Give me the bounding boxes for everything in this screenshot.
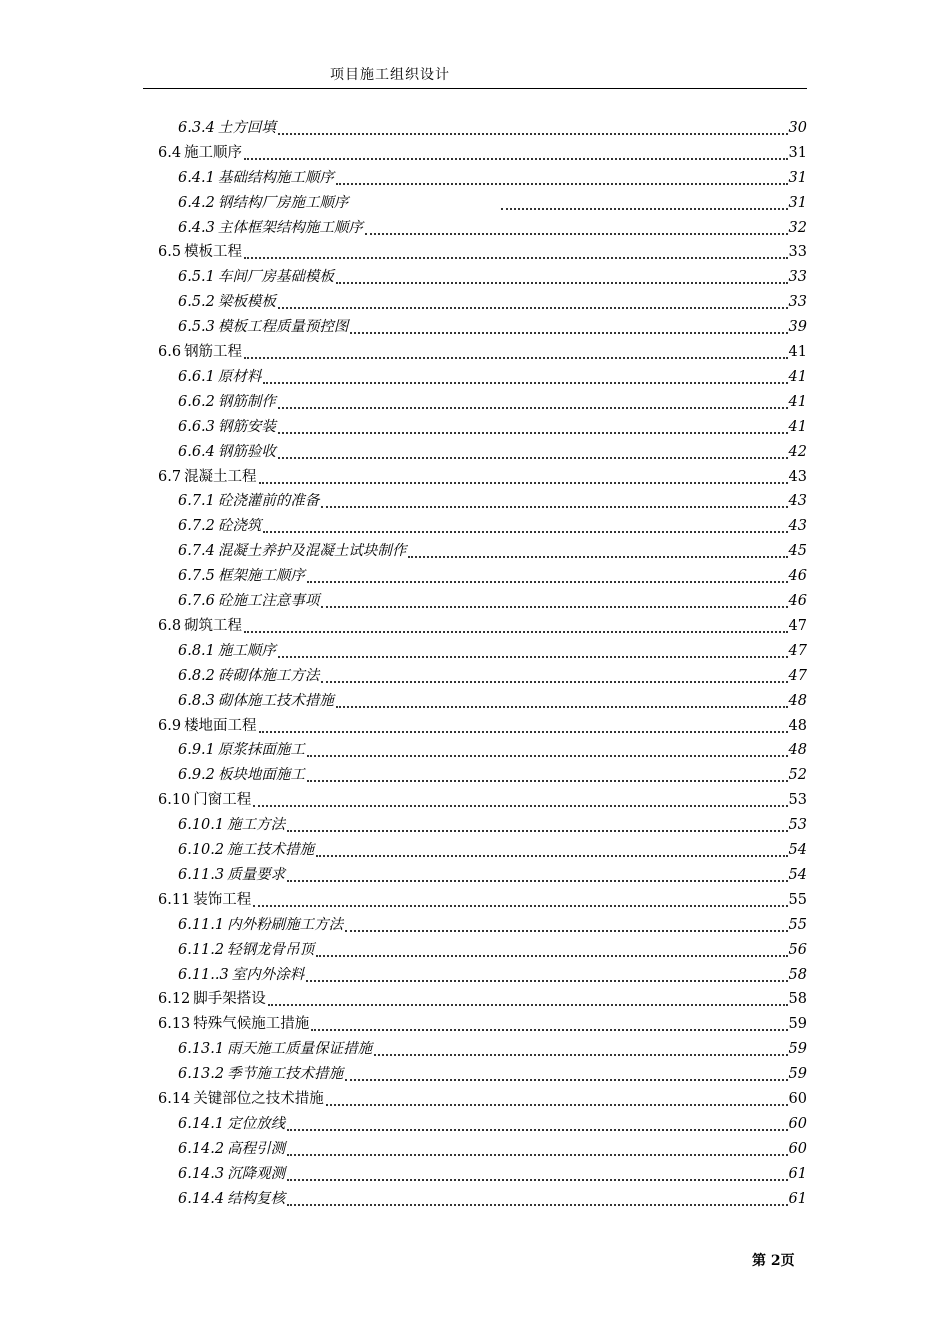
toc-entry-title: 土方回填 xyxy=(217,119,276,136)
toc-dot-leader xyxy=(501,192,787,210)
toc-entry[interactable] xyxy=(178,836,807,861)
toc-dot-leader xyxy=(321,491,787,509)
toc-entry-title: 钢结构厂房施工顺序 xyxy=(217,194,349,211)
toc-entry-title: 钢筋工程 xyxy=(184,344,243,361)
toc-entry-number: 6.4 xyxy=(158,144,182,161)
toc-entry[interactable] xyxy=(158,986,807,1011)
toc-entry-page: 33 xyxy=(788,269,807,286)
toc-dot-leader xyxy=(311,1013,787,1031)
toc-entry-number: 6.11.2 xyxy=(178,941,225,958)
toc-entry[interactable] xyxy=(158,886,807,911)
toc-dot-leader xyxy=(263,515,787,533)
toc-entry-title: 模板工程 xyxy=(184,244,243,261)
toc-entry-page: 41 xyxy=(788,368,807,385)
toc-entry-number: 6.7.6 xyxy=(178,593,215,610)
toc-entry[interactable] xyxy=(178,1035,807,1060)
toc-entry-page: 60 xyxy=(788,1140,807,1157)
toc-entry-page: 42 xyxy=(788,443,807,460)
toc-entry[interactable] xyxy=(178,363,807,388)
toc-entry-page: 41 xyxy=(788,344,807,361)
toc-entry-page: 59 xyxy=(788,1041,807,1058)
toc-entry[interactable] xyxy=(178,214,807,239)
toc-entry-number: 6.9.2 xyxy=(178,767,215,784)
toc-entry-page: 48 xyxy=(788,717,807,734)
toc-entry-number: 6.8.3 xyxy=(178,692,215,709)
toc-dot-leader xyxy=(278,291,788,309)
toc-entry-title: 砼浇筑 xyxy=(217,518,262,535)
toc-entry-number: 6.11.3 xyxy=(178,866,225,883)
toc-entry-title: 砼浇灌前的准备 xyxy=(217,493,320,510)
toc-entry-number: 6.14.1 xyxy=(178,1115,225,1132)
toc-entry[interactable] xyxy=(178,388,807,413)
toc-entry-page: 60 xyxy=(788,1091,807,1108)
toc-entry-number: 6.5.2 xyxy=(178,294,215,311)
toc-dot-leader xyxy=(307,740,788,758)
toc-entry-title: 楼地面工程 xyxy=(184,717,257,734)
toc-entry-title: 施工顺序 xyxy=(217,642,276,659)
toc-dot-leader xyxy=(316,839,787,857)
toc-entry-title: 脚手架搭设 xyxy=(193,991,266,1008)
toc-entry[interactable] xyxy=(178,413,807,438)
toc-dot-leader xyxy=(336,266,788,284)
toc-entry[interactable] xyxy=(178,189,807,214)
toc-dot-leader xyxy=(321,590,787,608)
toc-dot-leader xyxy=(345,1063,787,1081)
toc-entry-number: 6.13.2 xyxy=(178,1066,225,1083)
toc-entry-page: 53 xyxy=(788,817,807,834)
toc-entry-page: 33 xyxy=(788,294,807,311)
toc-entry-number: 6.5.1 xyxy=(178,269,215,286)
toc-entry[interactable] xyxy=(178,288,807,313)
toc-entry-number: 6.7.1 xyxy=(178,493,215,510)
toc-entry-title: 定位放线 xyxy=(227,1115,286,1132)
toc-entry-page: 52 xyxy=(788,767,807,784)
toc-entry[interactable] xyxy=(158,463,807,488)
toc-entry-page: 43 xyxy=(788,518,807,535)
toc-entry[interactable] xyxy=(178,263,807,288)
toc-entry-page: 31 xyxy=(788,144,807,161)
toc-entry-title: 施工技术措施 xyxy=(227,842,315,859)
toc-dot-leader xyxy=(287,814,787,832)
toc-entry-title: 原材料 xyxy=(217,368,262,385)
toc-entry-page: 31 xyxy=(788,169,807,186)
toc-entry-page: 61 xyxy=(788,1190,807,1207)
toc-dot-leader xyxy=(287,1138,787,1156)
toc-entry-number: 6.7.2 xyxy=(178,518,215,535)
toc-entry-page: 58 xyxy=(788,966,807,983)
toc-entry-title: 车间厂房基础模板 xyxy=(217,269,334,286)
toc-entry-page: 55 xyxy=(788,891,807,908)
toc-entry[interactable] xyxy=(178,761,807,786)
toc-entry[interactable] xyxy=(178,587,807,612)
toc-entry-number: 6.11 xyxy=(158,891,191,908)
toc-entry[interactable] xyxy=(178,911,807,936)
toc-entry-number: 6.6.4 xyxy=(178,443,215,460)
toc-entry-title: 砼施工注意事项 xyxy=(217,593,320,610)
toc-dot-leader xyxy=(278,416,788,434)
toc-entry[interactable] xyxy=(178,737,807,762)
toc-entry-number: 6.9 xyxy=(158,717,182,734)
toc-entry[interactable] xyxy=(158,338,807,363)
toc-entry-number: 6.6.1 xyxy=(178,368,215,385)
toc-entry-number: 6.5 xyxy=(158,244,182,261)
toc-entry-page: 60 xyxy=(788,1115,807,1132)
toc-entry-page: 46 xyxy=(788,568,807,585)
toc-entry-title: 砖砌体施工方法 xyxy=(217,667,320,684)
toc-entry-title: 梁板模板 xyxy=(217,294,276,311)
toc-entry[interactable] xyxy=(178,662,807,687)
toc-dot-leader xyxy=(244,242,787,260)
toc-entry[interactable] xyxy=(178,637,807,662)
toc-entry-number: 6.14 xyxy=(158,1091,191,1108)
toc-entry[interactable] xyxy=(178,1185,807,1210)
page-number: 第 2页 xyxy=(752,1253,795,1269)
toc-entry-number: 6.7.4 xyxy=(178,543,215,560)
toc-dot-leader xyxy=(244,615,787,633)
toc-entry[interactable] xyxy=(178,687,807,712)
toc-entry-title: 主体框架结构施工顺序 xyxy=(217,219,363,236)
toc-entry-page: 47 xyxy=(788,667,807,684)
toc-entry-number: 6.5.3 xyxy=(178,319,215,336)
toc-entry-title: 质量要求 xyxy=(227,866,286,883)
toc-entry-number: 6.12 xyxy=(158,991,191,1008)
toc-entry[interactable] xyxy=(178,1160,807,1185)
toc-dot-leader xyxy=(374,1038,787,1056)
toc-entry-title: 装饰工程 xyxy=(193,891,252,908)
toc-entry-page: 58 xyxy=(788,991,807,1008)
toc-entry-number: 6.6.2 xyxy=(178,393,215,410)
toc-entry-number: 6.11..3 xyxy=(178,966,229,983)
toc-entry-number: 6.4.2 xyxy=(178,194,215,211)
toc-dot-leader xyxy=(278,391,788,409)
toc-entry-page: 54 xyxy=(788,842,807,859)
toc-entry-page: 43 xyxy=(788,468,807,485)
toc-entry-page: 55 xyxy=(788,916,807,933)
toc-entry[interactable] xyxy=(178,1110,807,1135)
toc-entry-number: 6.14.3 xyxy=(178,1165,225,1182)
toc-entry-number: 6.9.1 xyxy=(178,742,215,759)
toc-entry[interactable] xyxy=(178,562,807,587)
toc-entry-title: 砌体施工技术措施 xyxy=(217,692,334,709)
toc-dot-leader xyxy=(278,640,788,658)
toc-entry[interactable] xyxy=(158,1010,807,1035)
toc-entry-page: 45 xyxy=(788,543,807,560)
header-title: 项目施工组织设计 xyxy=(330,67,450,83)
toc-dot-leader xyxy=(287,1163,787,1181)
toc-entry-title: 季节施工技术措施 xyxy=(227,1066,344,1083)
toc-entry-page: 39 xyxy=(788,319,807,336)
toc-entry-title: 混凝土工程 xyxy=(184,468,257,485)
toc-entry-number: 6.4.3 xyxy=(178,219,215,236)
toc-entry-title: 轻钢龙骨吊顶 xyxy=(227,941,315,958)
toc-entry-title: 关键部位之技术措施 xyxy=(193,1091,324,1108)
toc-dot-leader xyxy=(278,117,788,135)
toc-entry[interactable] xyxy=(158,786,807,811)
toc-entry-title: 施工方法 xyxy=(227,817,286,834)
toc-entry-number: 6.7.5 xyxy=(178,568,215,585)
toc-entry-number: 6.10 xyxy=(158,792,191,809)
toc-entry-page: 41 xyxy=(788,393,807,410)
toc-entry-number: 6.8.2 xyxy=(178,667,215,684)
toc-dot-leader xyxy=(326,1088,788,1106)
toc-dot-leader xyxy=(306,964,787,982)
toc-entry[interactable] xyxy=(178,1060,807,1085)
toc-entry-number: 6.10.1 xyxy=(178,817,225,834)
toc-entry-title: 原浆抹面施工 xyxy=(217,742,305,759)
toc-entry-number: 6.7 xyxy=(158,468,182,485)
toc-entry-title: 钢筋制作 xyxy=(217,393,276,410)
toc-entry[interactable] xyxy=(178,488,807,513)
toc-entry[interactable] xyxy=(178,313,807,338)
toc-entry-title: 结构复核 xyxy=(227,1190,286,1207)
toc-entry[interactable] xyxy=(178,861,807,886)
toc-dot-leader xyxy=(259,466,788,484)
toc-entry-title: 沉降观测 xyxy=(227,1165,286,1182)
toc-entry-page: 43 xyxy=(788,493,807,510)
toc-entry-title: 框架施工顺序 xyxy=(217,568,305,585)
toc-entry-title: 内外粉刷施工方法 xyxy=(227,916,344,933)
toc-dot-leader xyxy=(287,1188,787,1206)
toc-dot-leader xyxy=(278,441,788,459)
toc-entry[interactable] xyxy=(178,512,807,537)
toc-dot-leader xyxy=(316,939,787,957)
toc-dot-leader xyxy=(287,1113,787,1131)
toc-dot-leader xyxy=(307,565,788,583)
toc-entry[interactable] xyxy=(158,239,807,264)
toc-entry-page: 54 xyxy=(788,866,807,883)
toc-dot-leader xyxy=(244,341,787,359)
toc-dot-leader xyxy=(253,889,787,907)
toc-dot-leader xyxy=(253,789,787,807)
toc-entry-number: 6.11.1 xyxy=(178,916,225,933)
toc-entry-title: 室内外涂料 xyxy=(231,966,305,983)
toc-entry[interactable] xyxy=(158,1085,807,1110)
toc-entry-title: 模板工程质量预控图 xyxy=(217,319,349,336)
toc-entry-page: 48 xyxy=(788,692,807,709)
toc-entry-title: 高程引测 xyxy=(227,1140,286,1157)
toc-entry-page: 56 xyxy=(788,941,807,958)
toc-entry-page: 48 xyxy=(788,742,807,759)
toc-dot-leader xyxy=(307,764,788,782)
toc-entry-title: 钢筋安装 xyxy=(217,418,276,435)
toc-entry[interactable] xyxy=(178,438,807,463)
toc-dot-leader xyxy=(336,167,788,185)
toc-entry-page: 59 xyxy=(788,1016,807,1033)
toc-entry-page: 61 xyxy=(788,1165,807,1182)
toc-dot-leader xyxy=(321,665,787,683)
toc-dot-leader xyxy=(268,989,788,1007)
toc-entry-page: 46 xyxy=(788,593,807,610)
toc-dot-leader xyxy=(259,715,788,733)
toc-entry[interactable] xyxy=(178,1135,807,1160)
toc-entry-page: 53 xyxy=(788,792,807,809)
toc-dot-leader xyxy=(287,864,787,882)
toc-entry-page: 47 xyxy=(788,617,807,634)
toc-entry-title: 砌筑工程 xyxy=(184,617,243,634)
toc-entry[interactable] xyxy=(158,139,807,164)
toc-entry-page: 47 xyxy=(788,642,807,659)
header-divider xyxy=(143,88,807,89)
toc-dot-leader xyxy=(263,366,787,384)
toc-entry-page: 33 xyxy=(788,244,807,261)
toc-entry-number: 6.13 xyxy=(158,1016,191,1033)
toc-entry[interactable] xyxy=(178,961,807,986)
toc-entry[interactable] xyxy=(178,936,807,961)
toc-entry-number: 6.3.4 xyxy=(178,119,215,136)
toc-entry[interactable] xyxy=(178,164,807,189)
toc-entry-number: 6.8.1 xyxy=(178,642,215,659)
toc-dot-leader xyxy=(365,217,788,235)
toc-entry[interactable] xyxy=(178,114,807,139)
toc-entry-page: 30 xyxy=(788,119,807,136)
toc-entry-number: 6.13.1 xyxy=(178,1041,225,1058)
toc-entry-title: 门窗工程 xyxy=(193,792,252,809)
toc-entry-number: 6.4.1 xyxy=(178,169,215,186)
toc-entry-page: 59 xyxy=(788,1066,807,1083)
toc-entry-title: 雨天施工质量保证措施 xyxy=(227,1041,373,1058)
toc-entry-title: 施工顺序 xyxy=(184,144,243,161)
toc-entry-number: 6.14.2 xyxy=(178,1140,225,1157)
toc-entry-number: 6.14.4 xyxy=(178,1190,225,1207)
toc-entry[interactable] xyxy=(158,712,807,737)
toc-entry-title: 特殊气候施工措施 xyxy=(193,1016,310,1033)
toc-entry-title: 钢筋验收 xyxy=(217,443,276,460)
toc-entry-number: 6.6 xyxy=(158,344,182,361)
toc-entry-number: 6.10.2 xyxy=(178,842,225,859)
toc-entry-number: 6.8 xyxy=(158,617,182,634)
toc-dot-leader xyxy=(244,142,787,160)
toc-entry[interactable] xyxy=(158,612,807,637)
toc-dot-leader xyxy=(336,690,788,708)
toc-entry-page: 32 xyxy=(788,219,807,236)
toc-entry[interactable] xyxy=(178,811,807,836)
toc-dot-leader xyxy=(408,540,787,558)
toc-entry[interactable] xyxy=(178,537,807,562)
toc-dot-leader xyxy=(345,914,787,932)
toc-dot-leader xyxy=(350,316,787,334)
toc-entry-page: 31 xyxy=(788,194,807,211)
toc-entry-title: 基础结构施工顺序 xyxy=(217,169,334,186)
toc-entry-number: 6.6.3 xyxy=(178,418,215,435)
toc-entry-page: 41 xyxy=(788,418,807,435)
toc-entry-title: 混凝土养护及混凝土试块制作 xyxy=(217,543,407,560)
toc-entry-title: 板块地面施工 xyxy=(217,767,305,784)
